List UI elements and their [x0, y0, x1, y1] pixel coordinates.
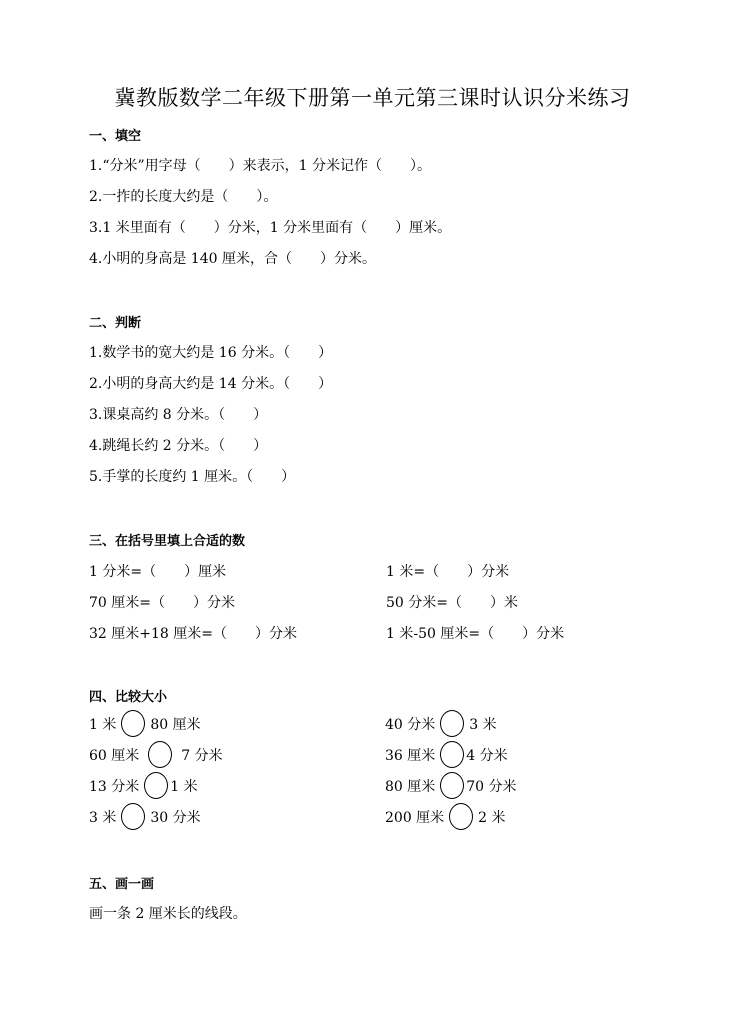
compare-circle[interactable]: [144, 772, 168, 799]
compare-left-value: 36 厘米: [385, 747, 436, 764]
question-line: 2.一拃的长度大约是（ ）。: [89, 189, 278, 205]
compare-right-value: 70 分米: [466, 778, 517, 795]
question-line: 画一条 2 厘米长的线段。: [89, 906, 247, 922]
conversion-item: 50 分米=（ ）米: [386, 595, 518, 611]
question-line: 2.小明的身高大约是 14 分米。（ ）: [89, 376, 333, 392]
compare-left-value: 60 厘米: [89, 747, 140, 764]
question-line: 4.跳绳长约 2 分米。（ ）: [89, 438, 268, 454]
compare-left-value: 1 米: [89, 716, 117, 733]
compare-item: [89, 710, 201, 737]
compare-circle[interactable]: [440, 710, 464, 737]
compare-right-value: 2 米: [478, 809, 506, 826]
compare-left-value: 40 分米: [385, 716, 436, 733]
conversion-item: 1 米=（ ）分米: [386, 564, 510, 580]
page-title: 冀教版数学二年级下册第一单元第三课时认识分米练习: [114, 86, 631, 110]
compare-left-value: 200 厘米: [385, 809, 445, 826]
conversion-item: 32 厘米+18 厘米=（ ）分米: [89, 626, 297, 642]
conversion-item: 1 分米=（ ）厘米: [89, 564, 227, 580]
compare-circle[interactable]: [449, 803, 473, 830]
compare-left-value: 3 米: [89, 809, 117, 826]
section-heading-fill-blank: 一、填空: [89, 129, 142, 144]
compare-item: [385, 803, 506, 830]
compare-right-value: 4 分米: [466, 747, 508, 764]
question-line: 5.手掌的长度约 1 厘米。（ ）: [89, 469, 296, 485]
compare-right-value: 1 米: [170, 778, 198, 795]
section-heading-judge: 二、判断: [89, 316, 142, 331]
compare-item: [89, 772, 198, 799]
compare-circle[interactable]: [121, 710, 145, 737]
question-line: 4.小明的身高是 140 厘米，合（ ）分米。: [89, 251, 376, 267]
compare-circle[interactable]: [121, 803, 145, 830]
compare-left-value: 80 厘米: [385, 778, 436, 795]
question-line: 1.数学书的宽大约是 16 分米。（ ）: [89, 345, 333, 361]
compare-item: [385, 741, 508, 768]
section-heading-draw: 五、画一画: [89, 877, 155, 892]
compare-circle[interactable]: [440, 741, 464, 768]
compare-right-value: 7 分米: [181, 747, 223, 764]
compare-item: [385, 772, 517, 799]
compare-circle[interactable]: [440, 772, 464, 799]
conversion-item: 1 米-50 厘米=（ ）分米: [386, 626, 565, 642]
question-line: 3.1 米里面有（ ）分米，1 分米里面有（ ）厘米。: [89, 220, 452, 236]
compare-right-value: 30 分米: [150, 809, 201, 826]
compare-right-value: 3 米: [469, 716, 497, 733]
section-heading-fill-numbers: 三、在括号里填上合适的数: [89, 534, 246, 549]
question-line: 1.“分米”用字母（ ）来表示，1 分米记作（ ）。: [89, 158, 432, 174]
compare-left-value: 13 分米: [89, 778, 140, 795]
conversion-item: 70 厘米=（ ）分米: [89, 595, 235, 611]
question-line: 3.课桌高约 8 分米。（ ）: [89, 407, 268, 423]
compare-item: [89, 803, 201, 830]
compare-item: [385, 710, 497, 737]
compare-right-value: 80 厘米: [150, 716, 201, 733]
compare-item: [89, 741, 223, 768]
section-heading-compare: 四、比较大小: [89, 690, 168, 705]
compare-circle[interactable]: [148, 741, 172, 768]
